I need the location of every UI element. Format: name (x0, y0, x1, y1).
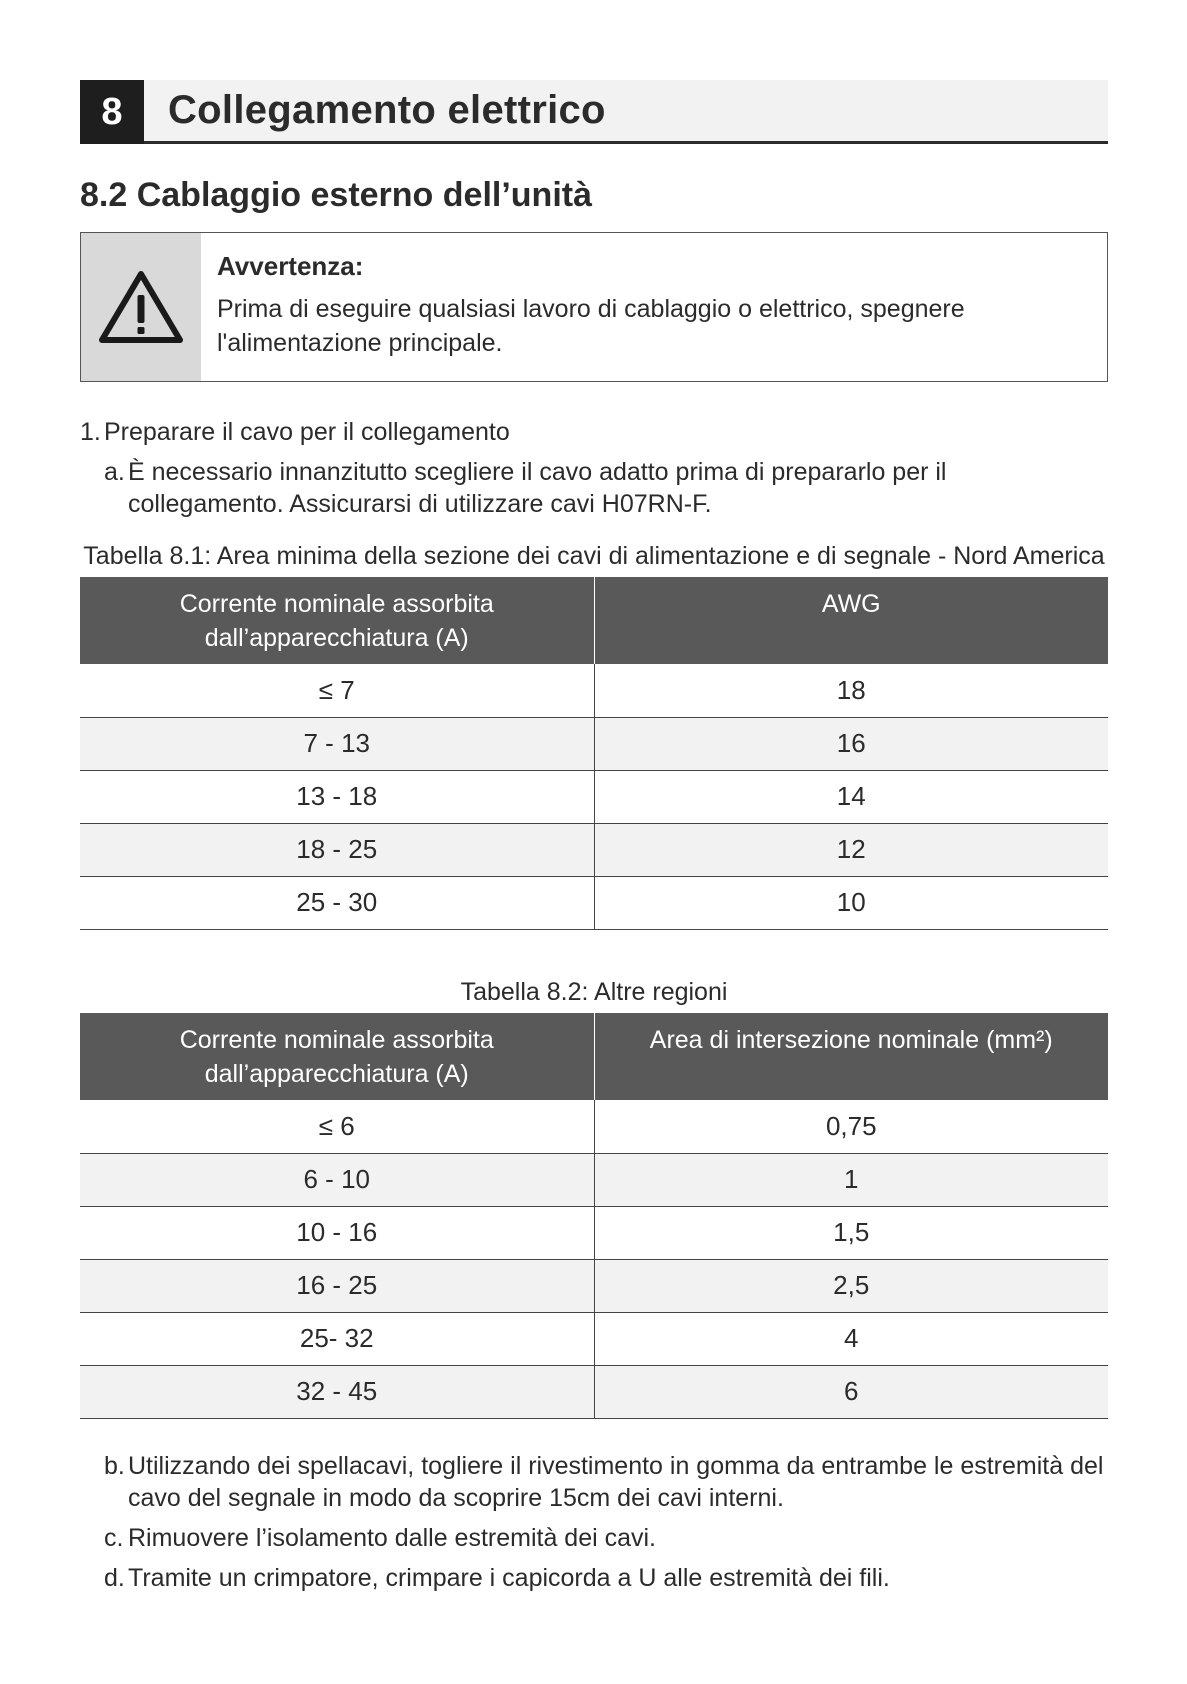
step-1-number: 1. (80, 418, 101, 446)
table-cell: ≤ 7 (80, 664, 594, 717)
sub-item-c (104, 1522, 1108, 1554)
chapter-number: 8 (80, 80, 144, 144)
table-cell: 32 - 45 (80, 1365, 594, 1418)
table-cell: 25 - 30 (80, 876, 594, 929)
table-row (80, 1100, 1108, 1153)
warning-text-cell (201, 233, 1107, 381)
table-cell: 4 (594, 1312, 1108, 1365)
table2-caption: Tabella 8.2: Altre regioni (460, 978, 728, 1006)
sub-item-b-text: Utilizzando dei spellacavi, togliere il rivestimento in gomma da entrambe le estremità del cavo del segnale in modo da scoprire 15cm dei cavi interni. (128, 1452, 1104, 1512)
table-header-cell: Corrente nominale assorbita dall’apparecchiatura (A) (80, 577, 594, 664)
table-row (80, 823, 1108, 876)
table-nord-america (80, 577, 1108, 930)
table-cell: 16 - 25 (80, 1259, 594, 1312)
table-row (80, 1259, 1108, 1312)
table-cell: 25- 32 (80, 1312, 594, 1365)
table-cell: 7 - 13 (80, 717, 594, 770)
table-row (80, 1365, 1108, 1418)
table-row (80, 717, 1108, 770)
step-1 (80, 418, 510, 447)
table-cell: ≤ 6 (80, 1100, 594, 1153)
table-row (80, 1312, 1108, 1365)
sub-item-d-text: Tramite un crimpatore, crimpare i capicorda a U alle estremità dei fili. (128, 1564, 890, 1592)
table-row (80, 876, 1108, 929)
table-cell: 16 (594, 717, 1108, 770)
table-cell: 1,5 (594, 1206, 1108, 1259)
table-header-row (80, 577, 1108, 664)
table-cell: 0,75 (594, 1100, 1108, 1153)
table-cell: 1 (594, 1153, 1108, 1206)
table-row (80, 1153, 1108, 1206)
table-cell: 10 - 16 (80, 1206, 594, 1259)
table-header-cell: Area di intersezione nominale (mm²) (594, 1013, 1108, 1100)
table-header-cell: Corrente nominale assorbita dall’apparecchiatura (A) (80, 1013, 594, 1100)
table-altre-regioni (80, 1013, 1108, 1419)
table-cell: 18 - 25 (80, 823, 594, 876)
table-cell: 14 (594, 770, 1108, 823)
table-row (80, 664, 1108, 717)
chapter-header (80, 80, 1108, 144)
section-title: 8.2 Cablaggio esterno dell’unità (80, 176, 592, 214)
table-cell: 10 (594, 876, 1108, 929)
warning-heading: Avvertenza: (217, 251, 364, 281)
sub-item-a (104, 456, 1108, 520)
table-row (80, 1206, 1108, 1259)
sub-item-b-letter: b. (104, 1452, 125, 1480)
sub-item-c-text: Rimuovere l’isolamento dalle estremità dei cavi. (128, 1524, 657, 1552)
sub-item-c-letter: c. (104, 1524, 124, 1552)
sub-item-b (104, 1450, 1108, 1514)
sub-item-d (104, 1562, 1108, 1594)
table-cell: 12 (594, 823, 1108, 876)
table-row (80, 770, 1108, 823)
sub-item-d-letter: d. (104, 1564, 125, 1592)
sub-item-a-letter: a. (104, 458, 125, 486)
table-cell: 18 (594, 664, 1108, 717)
warning-triangle-icon (98, 269, 184, 345)
warning-icon-cell (81, 233, 201, 381)
table-header-row (80, 1013, 1108, 1100)
table1-caption: Tabella 8.1: Area minima della sezione dei cavi di alimentazione e di segnale - Nord America (83, 542, 1105, 570)
table-cell: 6 (594, 1365, 1108, 1418)
chapter-title: Collegamento elettrico (168, 88, 606, 132)
sub-item-a-text: È necessario innanzitutto scegliere il cavo adatto prima di prepararlo per il collegamento. Assicurarsi di utilizzare cavi H07RN-F. (128, 458, 947, 518)
warning-body: Prima di eseguire qualsiasi lavoro di cablaggio o elettrico, spegnere l'alimentazione principale. (217, 295, 965, 357)
table-cell: 2,5 (594, 1259, 1108, 1312)
warning-box (80, 232, 1108, 382)
step-1-text: Preparare il cavo per il collegamento (104, 418, 510, 446)
table-cell: 6 - 10 (80, 1153, 594, 1206)
table-header-cell: AWG (594, 577, 1108, 664)
table-cell: 13 - 18 (80, 770, 594, 823)
